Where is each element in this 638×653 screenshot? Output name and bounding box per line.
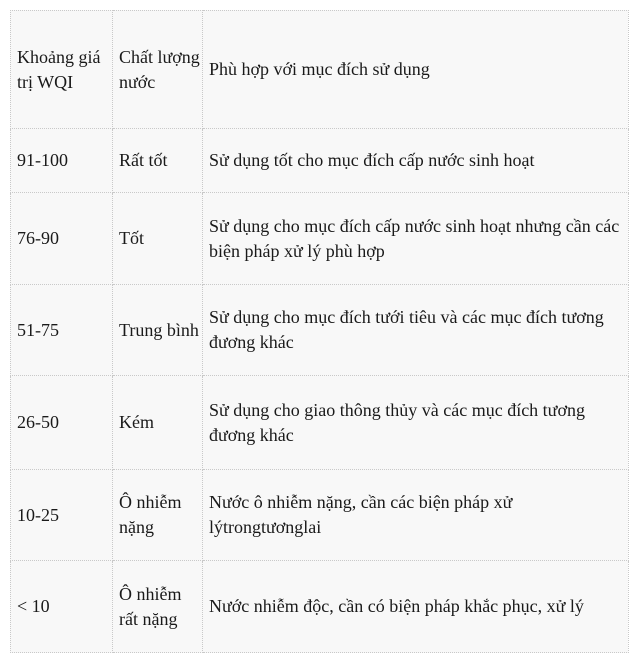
cell-range: 76-90 <box>11 193 113 285</box>
table-row <box>11 561 629 653</box>
cell-range: 26-50 <box>11 376 113 470</box>
wqi-table <box>10 10 629 653</box>
cell-suitability: Sử dụng cho giao thông thủy và các mục đích tương đương khác <box>203 376 629 470</box>
cell-quality: Ô nhiễm nặng <box>113 470 203 561</box>
cell-range: 51-75 <box>11 285 113 376</box>
cell-quality: Ô nhiễm rất nặng <box>113 561 203 653</box>
cell-suitability: Sử dụng cho mục đích tưới tiêu và các mục đích tương đương khác <box>203 285 629 376</box>
table-row <box>11 285 629 376</box>
table-row <box>11 129 629 193</box>
table-header-row <box>11 11 629 129</box>
cell-range: 91-100 <box>11 129 113 193</box>
cell-suitability: Nước nhiễm độc, cần có biện pháp khắc phục, xử lý <box>203 561 629 653</box>
header-range: Khoảng giá trị WQI <box>11 11 113 129</box>
cell-range: < 10 <box>11 561 113 653</box>
header-quality: Chất lượng nước <box>113 11 203 129</box>
cell-suitability: Sử dụng tốt cho mục đích cấp nước sinh hoạt <box>203 129 629 193</box>
cell-quality: Kém <box>113 376 203 470</box>
wqi-table-container <box>10 10 628 653</box>
cell-quality: Tốt <box>113 193 203 285</box>
cell-suitability: Sử dụng cho mục đích cấp nước sinh hoạt nhưng cần các biện pháp xử lý phù hợp <box>203 193 629 285</box>
cell-quality: Rất tốt <box>113 129 203 193</box>
table-row <box>11 470 629 561</box>
header-suitability: Phù hợp với mục đích sử dụng <box>203 11 629 129</box>
cell-quality: Trung bình <box>113 285 203 376</box>
table-row <box>11 193 629 285</box>
cell-suitability: Nước ô nhiễm nặng, cần các biện pháp xử lýtrongtươnglai <box>203 470 629 561</box>
table-row <box>11 376 629 470</box>
cell-range: 10-25 <box>11 470 113 561</box>
